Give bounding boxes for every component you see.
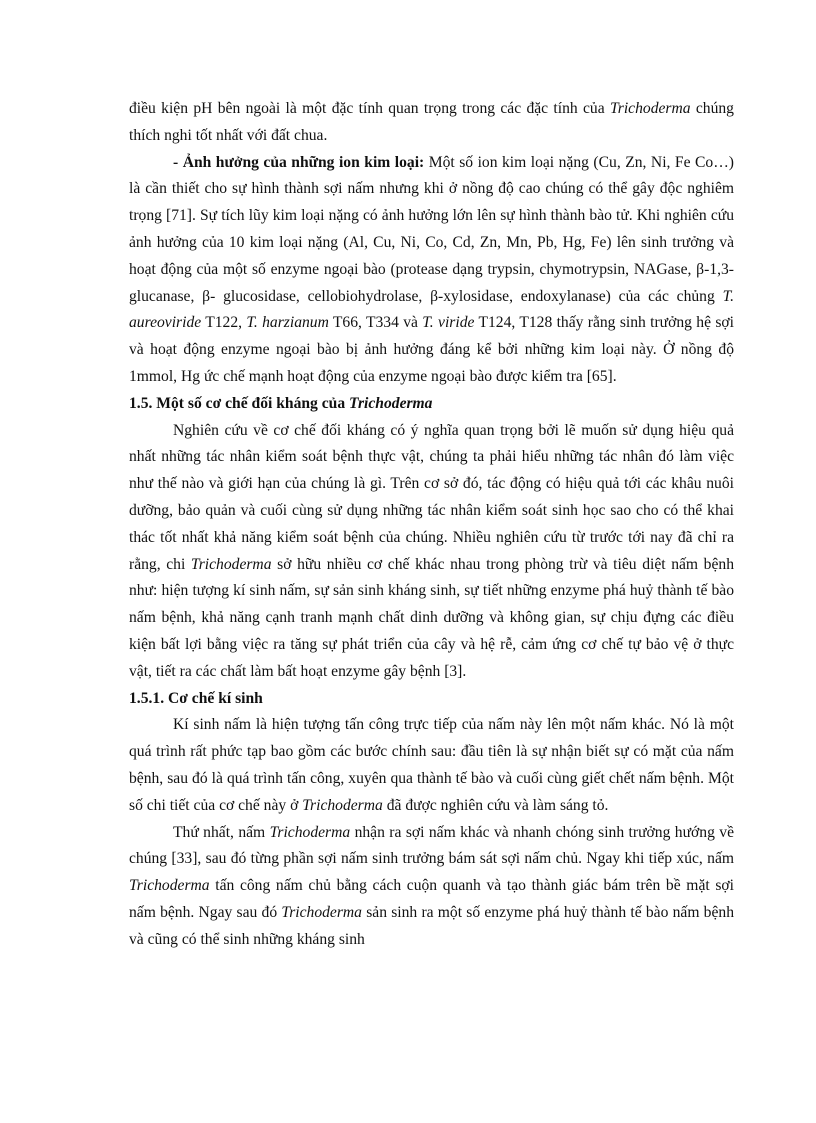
- paragraph-ph-conditions: [129, 96, 734, 150]
- paragraph-antagonism-mechanisms: [129, 418, 734, 686]
- italic-term: T. aureoviride: [129, 287, 734, 332]
- paragraph-metal-ions: [129, 150, 734, 391]
- text-run: Nghiên cứu về cơ chế đối kháng có ý nghĩa quan trọng bởi lẽ muốn sử dụng hiệu quả nhất những tác nhân kiểm soát bệnh thực vật, chúng ta phải hiểu những tác nhân đó làm việc như thế nào và giới hạn của chúng là gì. Trên cơ sở đó, tác động có hiệu quả tới các khâu nuôi dưỡng, bảo quản và cuối cùng sử dụng những tác nhân kiểm soát sinh học sao cho có thể khai thác tốt nhất khả năng kiểm soát bệnh của chúng. Nhiều nghiên cứu từ trước tới nay đã chỉ ra rằng, chi: [129, 421, 734, 573]
- text-run: nhận ra sợi nấm khác và nhanh chóng sinh trưởng hướng về chúng [33], sau đó từng phần sợi nấm sinh trưởng bám sát sợi nấm chủ. Ngay khi tiếp xúc, nấm: [129, 823, 734, 868]
- section-heading-1-5: [129, 391, 734, 418]
- paragraph-lead-heading: - Ảnh hưởng của những ion kim loại:: [173, 153, 425, 171]
- text-run: tấn công nấm chủ bằng cách cuộn quanh và tạo thành giác bám trên bề mặt sợi nấm bệnh. Ngay sau đó: [129, 877, 734, 921]
- italic-term: Trichoderma: [190, 555, 272, 573]
- text-run: điều kiện pH bên ngoài là một đặc tính quan trọng trong các đặc tính của: [129, 100, 610, 117]
- document-page: [129, 96, 734, 954]
- italic-term: Trichoderma: [302, 796, 383, 814]
- section-heading-1-5-1: [129, 686, 734, 713]
- italic-term: Trichoderma: [349, 394, 433, 412]
- text-run: T66, T334 và: [328, 314, 423, 332]
- text-run: Thứ nhất, nấm: [173, 823, 270, 841]
- text-run: chúng thích nghi tốt nhất với đất chua.: [129, 100, 734, 144]
- text-run: Kí sinh nấm là hiện tượng tấn công trực tiếp của nấm này lên một nấm khác. Nó là một quá trình rất phức tạp bao gồm các bước chính sau: đầu tiên là sự nhận biết sự có mặt của nấm bệnh, sau đó là quá trình tấn công, xuyên qua thành tế bào và cuối cùng giết chết nấm bệnh. Một số chi tiết của cơ chế này ở: [129, 716, 734, 814]
- paragraph-first-step: [129, 820, 734, 954]
- text-run: sở hữu nhiều cơ chế khác nhau trong phòng trừ và tiêu diệt nấm bệnh như: hiện tượng kí sinh nấm, sự sản sinh kháng sinh, sự tiết những enzyme phá huỷ thành tế bào nấm bệnh, khả năng cạnh tranh mạnh chất dinh dưỡng và không gian, sự chịu đựng các điều kiện bất lợi bằng việc ra tăng sự phát triển của cây và hệ rễ, cảm ứng cơ chế tự bảo vệ ở thực vật, tiết ra các chất làm bất hoạt enzyme gây bệnh [3].: [129, 555, 734, 680]
- text-run: sản sinh ra một số enzyme phá huỷ thành tế bào nấm bệnh và cũng có thể sinh những kháng sinh: [129, 903, 734, 948]
- italic-term: Trichoderma: [281, 903, 362, 921]
- text-run: Một số ion kim loại nặng (Cu, Zn, Ni, Fe Co…) là cần thiết cho sự hình thành sợi nấm nhưng khi ở nồng độ cao chúng có thể gây độc nghiêm trọng [71]. Sự tích lũy kim loại nặng có ảnh hưởng lớn lên sự hình thành bào tử. Khi nghiên cứu ảnh hưởng của 10 kim loại nặng (Al, Cu, Ni, Co, Cd, Zn, Mn, Pb, Hg, Fe) lên sinh trưởng và hoạt động của một số enzyme ngoại bào (protease dạng trypsin, chymotrypsin, NAGase, β-1,3-glucanase, β- glucosidase, cellobiohydrolase, β-xylosidase, endoxylanase) của các chủng: [129, 153, 734, 305]
- text-run: T124, T128 thấy rằng sinh trưởng hệ sợi và hoạt động enzyme ngoại bào bị ảnh hưởng đáng kể bởi những kim loại này. Ở nồng độ 1mmol, Hg ức chế mạnh hoạt động của enzyme ngoại bào được kiểm tra [65].: [129, 314, 734, 385]
- italic-term: Trichoderma: [609, 100, 691, 117]
- italic-term: Trichoderma: [269, 823, 351, 841]
- text-run: đã được nghiên cứu và làm sáng tỏ.: [382, 796, 609, 814]
- text-run: T122,: [201, 314, 247, 332]
- italic-term: Trichoderma: [129, 877, 210, 895]
- heading-text: 1.5.1. Cơ chế kí sinh: [129, 689, 263, 707]
- paragraph-mycoparasitism: [129, 712, 734, 819]
- italic-term: T. viride: [422, 314, 475, 332]
- italic-term: T. harzianum: [246, 314, 329, 332]
- heading-text: 1.5. Một số cơ chế đối kháng của: [129, 394, 350, 412]
